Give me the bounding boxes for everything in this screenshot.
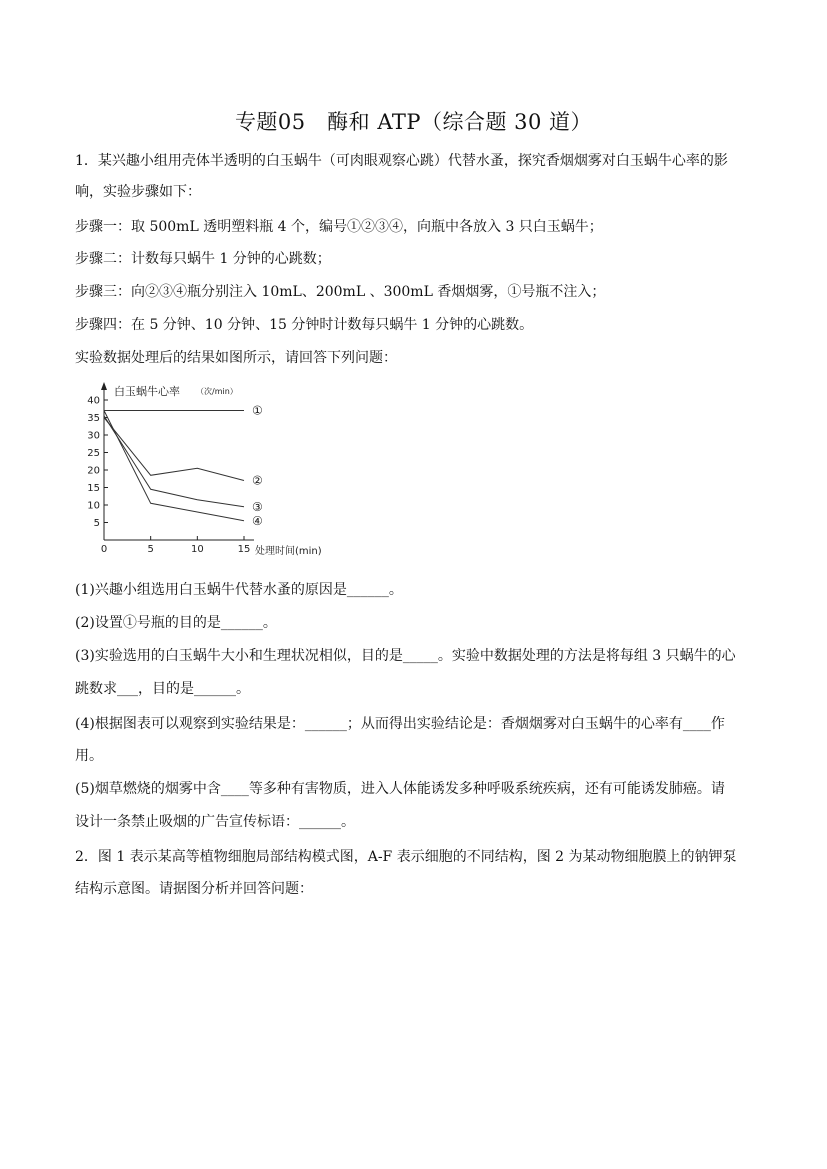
x-axis-label: 处理时间(min) [255,546,322,557]
heart-rate-chart [80,378,340,560]
y-axis-unit: （次/min） [196,387,238,396]
q1-step-1: 步骤一：取 500mL 透明塑料瓶 4 个，编号①②③④，向瓶中各放入 3 只白玉蜗牛； [75,219,603,235]
q1-intro-line-2: 响，实验步骤如下： [75,184,201,200]
q1-chart-lead: 实验数据处理后的结果如图所示，请回答下列问题： [75,350,397,366]
y-tick-label: 40 [87,395,100,407]
y-axis-arrow [101,382,107,390]
q1-sub-4-line-2: 用。 [75,748,103,764]
y-tick-label: 15 [87,483,100,494]
series-line-3 [104,416,244,507]
y-tick-label: 10 [87,500,100,512]
q1-sub-5-line-2: 设计一条禁止吸烟的广告宣传标语：______。 [75,814,355,830]
y-tick-label: 5 [93,518,100,529]
q1-step-4: 步骤四：在 5 分钟、10 分钟、15 分钟时计数每只蜗牛 1 分钟的心跳数。 [75,317,534,333]
x-tick-label: 15 [237,544,251,555]
q1-sub-2: (2)设置①号瓶的目的是______。 [75,615,277,631]
series-label-3: ③ [252,499,263,514]
x-tick-label: 5 [147,544,154,555]
y-tick-label: 35 [87,413,100,424]
q1-sub-3-line-2: 跳数求___，目的是______。 [75,681,250,697]
page-title: 专题05 酶和 ATP（综合题 30 道） [234,110,593,134]
q1-step-2: 步骤二：计数每只蜗牛 1 分钟的心跳数； [75,251,331,267]
series-label-4: ④ [252,513,263,528]
series-line-4 [104,411,244,521]
y-tick-label: 20 [87,465,100,477]
q2-line-2: 结构示意图。请据图分析并回答问题： [75,881,313,897]
series-label-2: ② [252,473,263,488]
q1-sub-4-line-1: (4)根据图表可以观察到实验结果是：______；从而得出实验结论是：香烟烟雾对白玉蜗牛的心率有____作 [75,716,725,732]
y-axis-label: 白玉蜗牛心率 [114,385,180,398]
q1-intro-line-1: 1．某兴趣小组用壳体半透明的白玉蜗牛（可肉眼观察心跳）代替水蚤，探究香烟烟雾对白玉蜗牛心率的影 [75,153,728,169]
q1-sub-3-line-1: (3)实验选用的白玉蜗牛大小和生理状况相似，目的是_____。实验中数据处理的方法是将每组 3 只蜗牛的心 [75,648,736,664]
series-label-1: ① [252,403,263,418]
y-tick-label: 25 [87,448,100,459]
x-tick-label: 10 [190,544,204,555]
q1-sub-1: (1)兴趣小组选用白玉蜗牛代替水蚤的原因是______。 [75,582,403,598]
q1-sub-5-line-1: (5)烟草燃烧的烟雾中含____等多种有害物质，进入人体能诱发多种呼吸系统疾病，还有可能诱发肺癌。请 [75,781,725,797]
y-tick-label: 30 [87,430,100,442]
x-tick-label: 0 [100,544,108,555]
q1-step-3: 步骤三：向②③④瓶分别注入 10mL、200mL 、300mL 香烟烟雾，①号瓶不注入； [75,284,606,300]
q2-line-1: 2．图 1 表示某高等植物细胞局部结构模式图，A-F 表示细胞的不同结构，图 2 为某动物细胞膜上的钠钾泵 [75,849,737,865]
